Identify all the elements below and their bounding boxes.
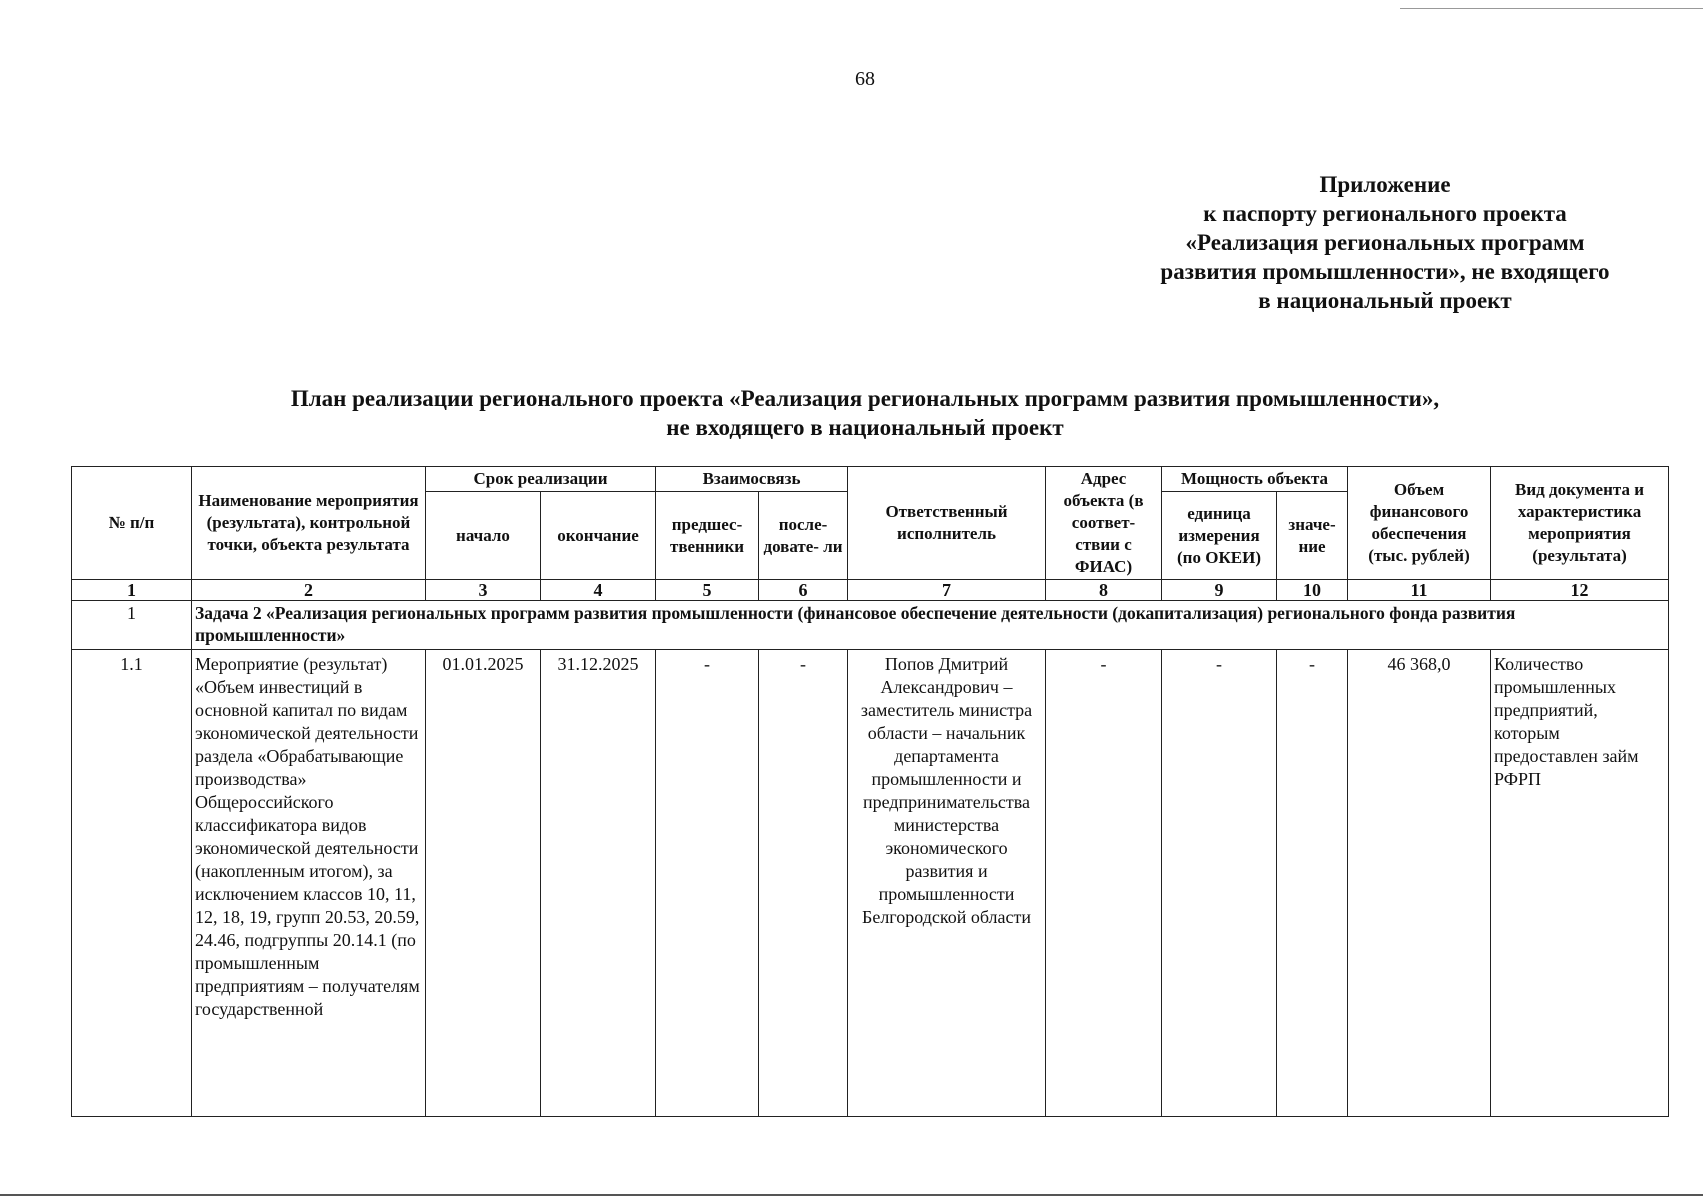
row-value: - [1277, 650, 1348, 1117]
row-finance: 46 368,0 [1348, 650, 1491, 1117]
row-activity-name: Мероприятие (результат) «Объем инвестиций в основной капитал по видам экономической деятельности раздела «Обрабатывающие производства» Общероссийского классификатора видов экономической деятельности (накопленным итогом), за исключением классов 10, 11, 12, 18, 19, групп 20.53, 20.59, 24.46, подгруппы 20.14.1 (по промышленным предприятиям – получателям государственной [192, 650, 426, 1117]
header-capacity: Мощность объекта [1162, 467, 1348, 492]
column-number: 1 [72, 580, 192, 601]
header-num: № п/п [72, 467, 192, 580]
row-unit: - [1162, 650, 1277, 1117]
plan-title [0, 384, 1703, 442]
header-period-start: начало [426, 492, 541, 580]
column-number: 8 [1046, 580, 1162, 601]
appendix-line: в национальный проект [1258, 288, 1512, 313]
table-row [72, 650, 1669, 1117]
task-number: 1 [72, 601, 192, 650]
column-number: 2 [192, 580, 426, 601]
header-period-end: окончание [541, 492, 656, 580]
plan-title-line: План реализации регионального проекта «Реализация региональных программ развития промышленности», [290, 386, 1440, 411]
header-doc: Вид документа и характеристика мероприятия (результата) [1491, 467, 1669, 580]
column-number: 9 [1162, 580, 1277, 601]
appendix-line: «Реализация региональных программ [1185, 230, 1585, 255]
row-predecessors: - [656, 650, 759, 1117]
header-responsible: Ответственный исполнитель [848, 467, 1046, 580]
row-address: - [1046, 650, 1162, 1117]
column-number: 11 [1348, 580, 1491, 601]
row-document: Количество промышленных предприятий, которым предоставлен займ РФРП [1491, 650, 1669, 1117]
task-row [72, 601, 1669, 650]
row-successors: - [759, 650, 848, 1117]
plan-title-line: не входящего в национальный проект [666, 415, 1064, 440]
appendix-header [1115, 170, 1655, 315]
scan-edge-line [0, 1194, 1703, 1196]
scan-edge-line [1400, 8, 1703, 9]
header-capacity-unit: единица измерения (по ОКЕИ) [1162, 492, 1277, 580]
column-number: 3 [426, 580, 541, 601]
column-number: 5 [656, 580, 759, 601]
column-number: 12 [1491, 580, 1669, 601]
header-finance: Объем финансового обеспечения (тыс. рублей) [1348, 467, 1491, 580]
row-start-date: 01.01.2025 [426, 650, 541, 1117]
header-link: Взаимосвязь [656, 467, 848, 492]
page-number: 68 [855, 68, 875, 90]
column-number: 6 [759, 580, 848, 601]
column-number: 10 [1277, 580, 1348, 601]
row-number: 1.1 [72, 650, 192, 1117]
appendix-line: к паспорту регионального проекта [1203, 201, 1567, 226]
appendix-line: Приложение [1319, 172, 1451, 197]
task-title: Задача 2 «Реализация региональных программ развития промышленности (финансовое обеспечение деятельности (докапитализация) регионального фонда развития промышленности» [192, 601, 1669, 650]
column-numbers-row [72, 580, 1669, 601]
appendix-line: развития промышленности», не входящего [1160, 259, 1610, 284]
column-number: 4 [541, 580, 656, 601]
row-responsible: Попов Дмитрий Александрович – заместитель министра области – начальник департамента промышленности и предпринимательства министерства экономического развития и промышленности Белгородской области [848, 650, 1046, 1117]
header-name: Наименование мероприятия (результата), контрольной точки, объекта результата [192, 467, 426, 580]
header-period: Срок реализации [426, 467, 656, 492]
header-link-pred: предшес- твенники [656, 492, 759, 580]
row-end-date: 31.12.2025 [541, 650, 656, 1117]
column-number: 7 [848, 580, 1046, 601]
header-address: Адрес объекта (в соответ- ствии с ФИАС) [1046, 467, 1162, 580]
plan-table [71, 466, 1669, 1117]
header-link-next: после- довате- ли [759, 492, 848, 580]
header-capacity-value: значе- ние [1277, 492, 1348, 580]
